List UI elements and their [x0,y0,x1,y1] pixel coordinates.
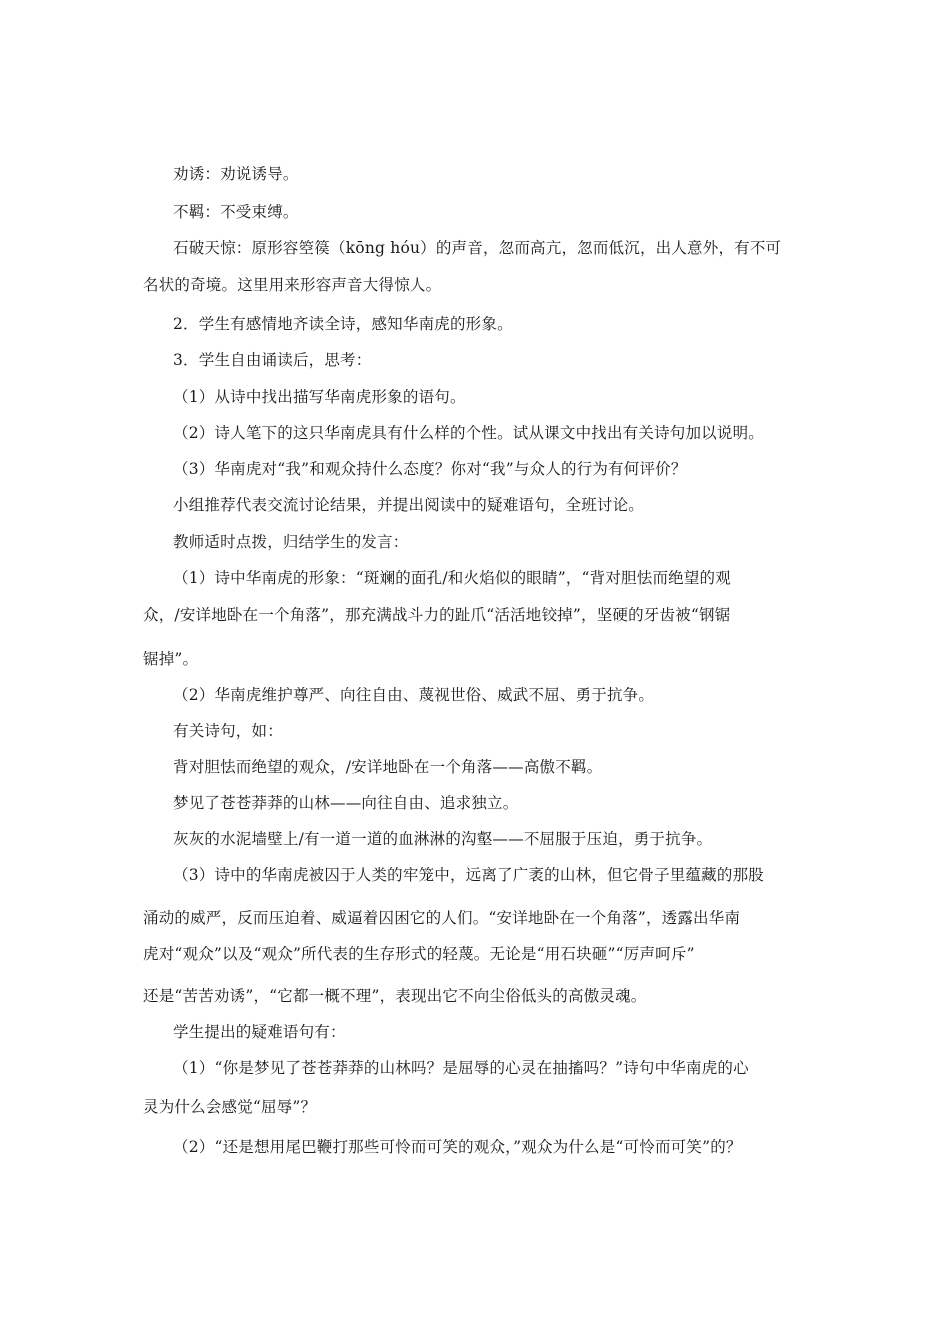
text-line: （3）华南虎对“我”和观众持什么态度？你对“我”与众人的行为有何评价？ [173,460,687,478]
text-line: 涌动的威严，反而压迫着、威逼着囚困它的人们。“安详地卧在一个角落”，透露出华南 [143,909,741,927]
text-line: 虎对“观众”以及“观众”所代表的生存形式的轻蔑。无论是“用石块砸”“厉声呵斥” [143,945,695,963]
text-line: 教师适时点拨，归结学生的发言： [173,533,409,551]
text-line: 还是“苦苦劝诱”，“它都一概不理”，表现出它不向尘俗低头的高傲灵魂。 [143,987,647,1005]
text-line: 名状的奇境。这里用来形容声音大得惊人。 [143,276,442,294]
text-line: 石破天惊：原形容箜篌（kōng hóu）的声音，忽而高亢，忽而低沉，出人意外，有不可 [173,239,782,257]
text-line: （2）“还是想用尾巴鞭打那些可怜而可笑的观众，”观众为什么是“可怜而可笑”的？ [173,1138,742,1156]
text-line: 学生提出的疑难语句有： [173,1023,346,1041]
text-line: 2．学生有感情地齐读全诗，感知华南虎的形象。 [173,315,513,333]
text-line: （2）华南虎维护尊严、向往自由、蔑视世俗、威武不屈、勇于抗争。 [173,686,655,704]
text-line: 锯掉”。 [143,650,199,668]
text-line: 灵为什么会感觉“屈辱”？ [143,1098,317,1116]
text-line: 不羁：不受束缚。 [173,203,299,221]
text-line: 梦见了苍苍莽莽的山林——向往自由、追求独立。 [173,794,519,812]
text-line: （1）从诗中找出描写华南虎形象的语句。 [173,388,466,406]
text-line: 3．学生自由诵读后，思考： [173,351,372,369]
text-line: （2）诗人笔下的这只华南虎具有什么样的个性。试从课文中找出有关诗句加以说明。 [173,424,764,442]
text-line: （3）诗中的华南虎被囚于人类的牢笼中，远离了广袤的山林，但它骨子里蕴藏的那股 [173,866,764,884]
text-line: 众，/安详地卧在一个角落”，那充满战斗力的趾爪“活活地铰掉”，坚硬的牙齿被“钢锯 [143,606,731,624]
text-line: （1）“你是梦见了苍苍莽莽的山林吗？是屈辱的心灵在抽搐吗？”诗句中华南虎的心 [173,1059,749,1077]
text-line: 劝诱：劝说诱导。 [173,165,299,183]
text-line: 灰灰的水泥墙壁上/有一道一道的血淋淋的沟壑——不屈服于压迫，勇于抗争。 [173,830,713,848]
text-line: （1）诗中华南虎的形象：“斑斓的面孔/和火焰似的眼睛”，“背对胆怯而绝望的观 [173,569,731,587]
text-line: 有关诗句，如： [173,722,283,740]
text-line: 小组推荐代表交流讨论结果，并提出阅读中的疑难语句，全班讨论。 [173,496,645,514]
text-line: 背对胆怯而绝望的观众，/安详地卧在一个角落——高傲不羁。 [173,758,603,776]
